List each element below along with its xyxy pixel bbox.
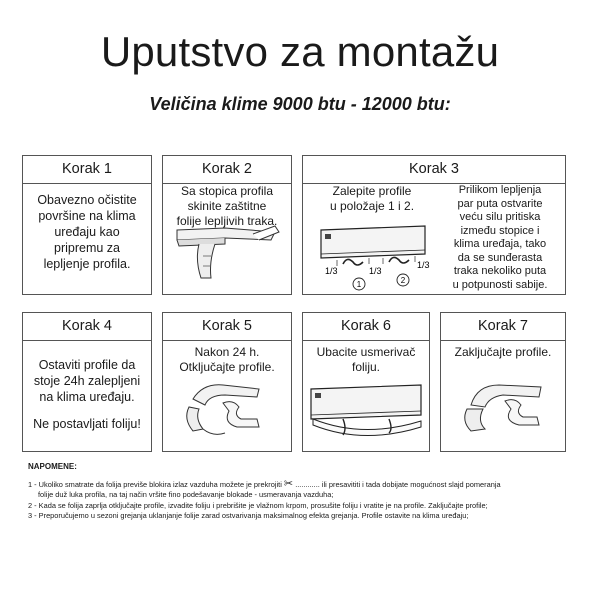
step-3-text-left: Zalepite profile u položaje 1 i 2. — [329, 184, 415, 213]
step-1-text: Obavezno očistite površine na klima uređaju kao pripremu za lepljenje profila. — [37, 193, 137, 271]
step-7-text: Zaključajte profile. — [454, 345, 552, 359]
step-5-heading: Korak 5 — [163, 313, 291, 341]
ac-with-foil-illustration — [303, 375, 429, 455]
step-2-text: Sa stopica profila skinite zaštitne folije lepljivih traka. — [176, 184, 278, 228]
marker-1-3-a: 1/3 — [325, 266, 338, 276]
note-3: 3 - Preporučujemo u sezoni grejanja uklanjanje folije zarad ostvarivanja maksimalnog efekta grejanja. Profile ostavite na klima uređaju; — [28, 511, 469, 520]
step-2-heading: Korak 2 — [163, 156, 291, 184]
position-2-label: 2 — [400, 276, 406, 285]
step-6-heading: Korak 6 — [303, 313, 429, 341]
note-1-start: 1 - Ukoliko smatrate da folija previše blokira izlaz vazduha možete je prekrojiti — [28, 479, 282, 489]
step-4-heading: Korak 4 — [23, 313, 151, 341]
profile-foot-illustration — [163, 226, 291, 296]
step-7-heading: Korak 7 — [441, 313, 565, 341]
marker-1-3-b: 1/3 — [369, 266, 382, 276]
step-4-box — [22, 312, 152, 452]
step-2-box — [162, 155, 292, 295]
step-3-box — [302, 155, 566, 295]
step-3-text-right: Prilikom lepljenja par puta ostvarite veću silu pritiska između stopice i klima uređaja, tako da se sunđerasta traka nekoliko puta u potpunosti sabije. — [452, 184, 548, 291]
notes-heading: NAPOMENE: — [28, 462, 77, 471]
step-4-text: Ostaviti profile da stoje 24h zalepljeni na klima uređaju. — [33, 358, 141, 404]
step-6-text: Ubacite usmerivač foliju. — [316, 345, 416, 374]
step-5-text: Nakon 24 h. Otključajte profile. — [179, 345, 275, 374]
marker-1-3-c: 1/3 — [417, 260, 430, 270]
note-1 — [28, 479, 584, 491]
step-3-heading: Korak 3 — [303, 156, 565, 184]
step-1-heading: Korak 1 — [23, 156, 151, 184]
note-1-end: ............ ili presavititi i tada dobijate mogućnost slajd pomeranja — [295, 479, 501, 489]
step-5-box — [162, 312, 292, 452]
note-2: 2 - Kada se folija zaprlja otključajte profile, izvadite foliju i prebrišite je vlažnom krpom, prosušite foliju i vratite je na profile. Zaključajte profile; — [28, 500, 488, 510]
step-4-warning: Ne postavljati foliju! — [33, 417, 141, 431]
page-title: Uputstvo za montažu — [100, 28, 500, 75]
scissors-icon: ✂ — [283, 477, 294, 490]
notes-section — [28, 462, 584, 522]
ac-unit-illustration — [307, 218, 437, 298]
position-1-label: 1 — [356, 280, 362, 289]
locked-profile-illustration — [441, 375, 565, 445]
page-subtitle: Veličina klime 9000 btu - 12000 btu: — [149, 94, 451, 114]
note-1-continued: folije duž luka profila, na taj način vršite fino podešavanje blokade - usmeravanja vazduha; — [38, 490, 334, 499]
open-profile-illustration — [163, 379, 291, 449]
step-6-box — [302, 312, 430, 452]
step-7-box — [440, 312, 566, 452]
step-1-box — [22, 155, 152, 295]
